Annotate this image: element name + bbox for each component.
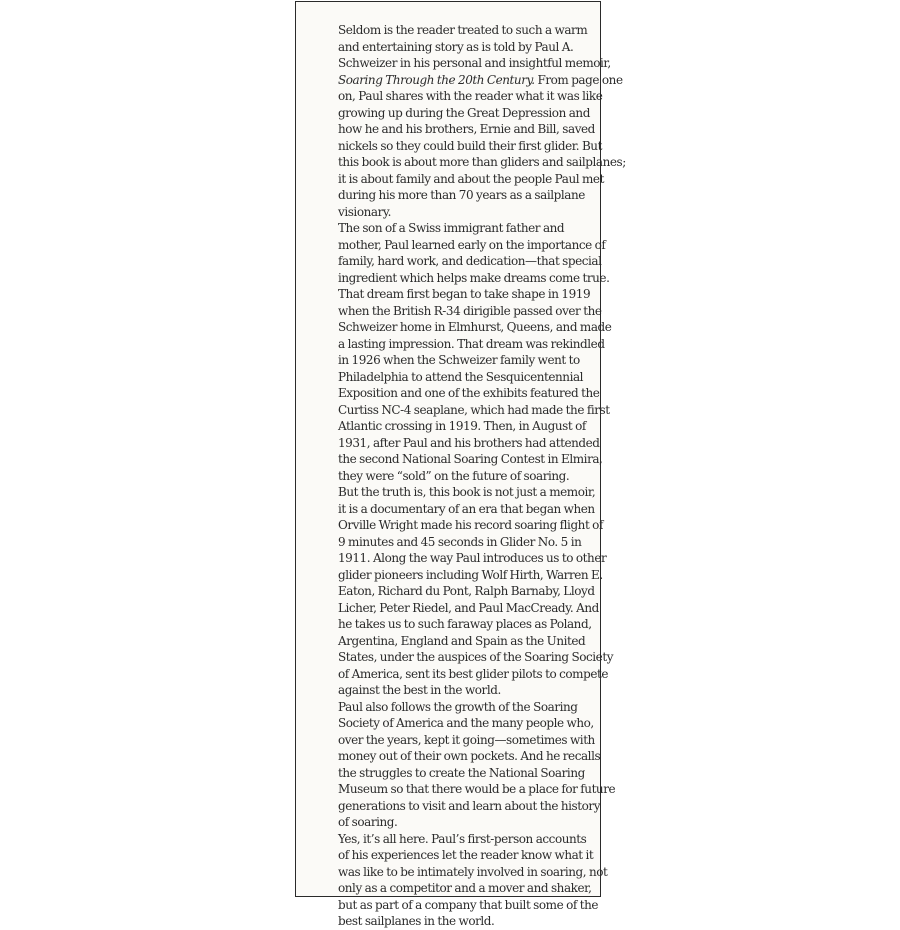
text-line: during his more than 70 years as a sailplane xyxy=(338,188,585,202)
text-line: Philadelphia to attend the Sesquicentennial xyxy=(338,369,584,384)
text-line: they were “sold” on the future of soaring. xyxy=(338,468,570,483)
text-line: it is about family and about the people Paul met xyxy=(338,171,604,186)
text-line: mother, Paul learned early on the importance of xyxy=(338,237,606,252)
text-line: and entertaining story as is told by Paul A. xyxy=(338,39,574,54)
text-line: States, under the auspices of the Soaring Society xyxy=(338,650,614,664)
paragraph-3 xyxy=(318,484,614,699)
text-line: Orville Wright made his record soaring flight of xyxy=(338,518,603,532)
book-title: Soaring Through the 20th Century. xyxy=(338,72,535,87)
text-line: only as a competitor and a mover and shaker, xyxy=(338,881,592,895)
text-line xyxy=(318,72,623,89)
text-line: of his experiences let the reader know what it xyxy=(338,848,594,862)
text-line: Society of America and the many people who, xyxy=(338,716,594,730)
text-line: against the best in the world. xyxy=(338,683,501,697)
paragraph-1 xyxy=(318,22,626,220)
text-line: growing up during the Great Depression and xyxy=(338,105,590,120)
body-text xyxy=(318,22,626,930)
text-line: visionary. xyxy=(338,204,391,219)
text-line: it is a documentary of an era that began when xyxy=(338,501,595,516)
text-line: Schweizer home in Elmhurst, Queens, and made xyxy=(338,320,612,334)
text-line: the second National Soaring Contest in Elmira, xyxy=(338,452,603,466)
text-line: Argentina, England and Spain as the United xyxy=(338,633,586,648)
text-line: Yes, it’s all here. Paul’s first-person accounts xyxy=(338,831,587,846)
text-line: of America, sent its best glider pilots to compete xyxy=(338,666,609,681)
text-line: a lasting impression. That dream was rekindled xyxy=(338,336,605,351)
text-line: family, hard work, and dedication—that special xyxy=(338,254,602,268)
paragraph-5 xyxy=(318,831,608,930)
text-line: how he and his brothers, Ernie and Bill, saved xyxy=(338,122,595,136)
text-line: Schweizer in his personal and insightful memoir, xyxy=(338,56,611,70)
text-line: Atlantic crossing in 1919. Then, in August of xyxy=(338,419,586,433)
text-line: generations to visit and learn about the history xyxy=(338,798,601,813)
text-line: when the British R-34 dirigible passed over the xyxy=(338,303,602,318)
text-line: best sailplanes in the world. xyxy=(338,914,495,928)
text-line: The son of a Swiss immigrant father and xyxy=(338,221,565,235)
text-line: this book is about more than gliders and sailplanes; xyxy=(338,155,626,169)
text-line: Paul also follows the growth of the Soaring xyxy=(338,699,578,714)
text-line: on, Paul shares with the reader what it was like xyxy=(338,89,603,103)
text-line: glider pioneers including Wolf Hirth, Warren E. xyxy=(338,567,603,582)
text-line: Licher, Peter Riedel, and Paul MacCready. And xyxy=(338,600,599,615)
text-line: nickels so they could build their first glider. But xyxy=(338,138,602,153)
text-line: over the years, kept it going—sometimes with xyxy=(338,732,595,747)
text-line: That dream first began to take shape in 1919 xyxy=(338,287,591,301)
paragraph-4 xyxy=(318,699,616,831)
text-line: money out of their own pockets. And he recalls xyxy=(338,749,601,763)
text-panel xyxy=(295,1,626,928)
text-line: 1931, after Paul and his brothers had attended xyxy=(338,435,600,450)
text-line: Exposition and one of the exhibits featured the xyxy=(338,386,600,400)
text-line: Seldom is the reader treated to such a warm xyxy=(338,23,588,37)
text-line: the struggles to create the National Soaring xyxy=(338,765,585,780)
text-line: 9 minutes and 45 seconds in Glider No. 5 in xyxy=(338,534,582,549)
text-line: in 1926 when the Schweizer family went to xyxy=(338,353,580,367)
text-line: Eaton, Richard du Pont, Ralph Barnaby, Lloyd xyxy=(338,584,595,598)
text-line: was like to be intimately involved in soaring, not xyxy=(338,864,608,879)
text-line: he takes us to such faraway places as Poland, xyxy=(338,617,592,631)
text-line: ingredient which helps make dreams come true. xyxy=(338,270,610,285)
text-line: But the truth is, this book is not just a memoir, xyxy=(338,485,596,499)
text-line: Museum so that there would be a place for future xyxy=(338,782,616,796)
text-line: Curtiss NC-4 seaplane, which had made the first xyxy=(338,402,610,417)
text-line: 1911. Along the way Paul introduces us to other xyxy=(338,551,607,565)
paragraph-2 xyxy=(318,220,612,484)
text-line: of soaring. xyxy=(338,815,398,829)
text-line-rest: From page one xyxy=(534,72,623,87)
text-line: but as part of a company that built some of the xyxy=(338,897,599,912)
